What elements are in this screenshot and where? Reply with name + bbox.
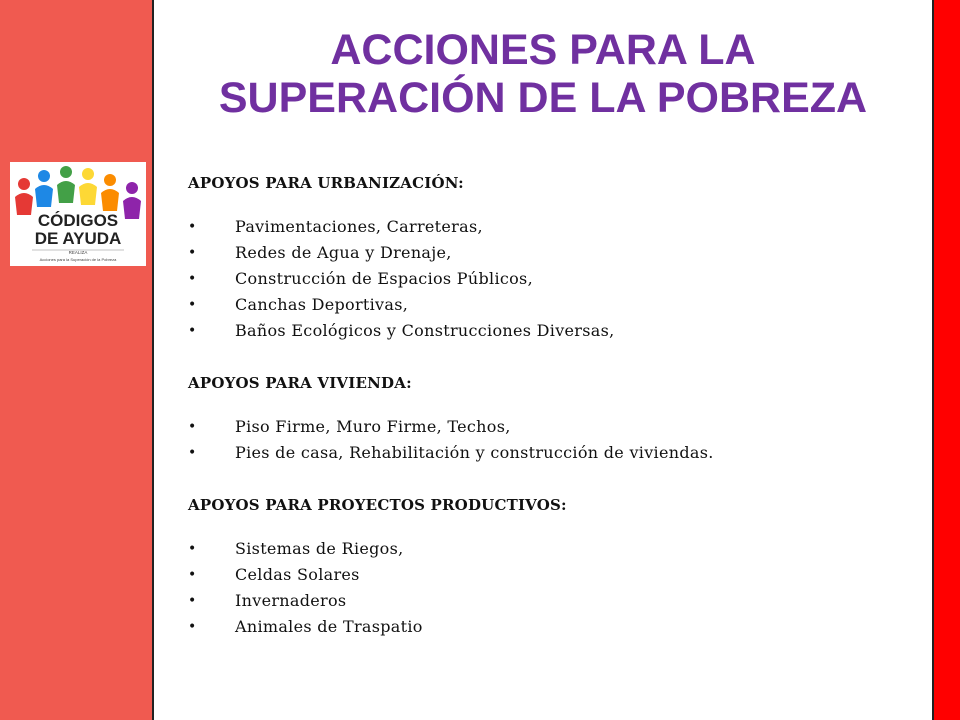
list-item: • Piso Firme, Muro Firme, Techos, <box>188 414 918 440</box>
logo-person-head <box>126 182 138 194</box>
bullet-icon: • <box>188 419 197 435</box>
list-item: • Sistemas de Riegos, <box>188 536 918 562</box>
logo-person-body <box>57 181 75 203</box>
logo-person-body <box>15 193 33 215</box>
bullet-icon: • <box>188 619 197 635</box>
list-item: • Invernaderos <box>188 588 918 614</box>
list-item: • Animales de Traspatio <box>188 614 918 640</box>
bullet-icon: • <box>188 271 197 287</box>
logo-person-head <box>38 170 50 182</box>
bullet-icon: • <box>188 245 197 261</box>
list-urbanizacion <box>188 214 918 344</box>
bullet-icon: • <box>188 593 197 609</box>
list-item: • Construcción de Espacios Públicos, <box>188 266 918 292</box>
list-item: • Pavimentaciones, Carreteras, <box>188 214 918 240</box>
content-body <box>188 170 918 640</box>
list-vivienda <box>188 414 918 466</box>
list-productivos <box>188 536 918 640</box>
logo-person-head <box>60 166 72 178</box>
logo-person-head <box>104 174 116 186</box>
logo-person-body <box>35 185 53 207</box>
section-heading-vivienda: APOYOS PARA VIVIENDA: <box>188 374 412 392</box>
bullet-icon: • <box>188 567 197 583</box>
right-color-band <box>934 0 960 720</box>
logo-realiza: REALIZA <box>68 250 88 255</box>
logo-person-body <box>101 189 119 211</box>
section-heading-urbanizacion: APOYOS PARA URBANIZACIÓN: <box>188 174 464 192</box>
logo-tagline: Acciones para la Superación de la Pobreza <box>39 257 117 262</box>
logo-person-body <box>79 183 97 205</box>
list-item: • Baños Ecológicos y Construcciones Diversas, <box>188 318 918 344</box>
bullet-icon: • <box>188 297 197 313</box>
section-heading-productivos: APOYOS PARA PROYECTOS PRODUCTIVOS: <box>188 496 567 514</box>
title-line-1: ACCIONES PARA LA <box>330 26 756 74</box>
logo-person-body <box>123 197 141 219</box>
logo-line2: DE AYUDA <box>34 229 122 248</box>
codigos-de-ayuda-logo <box>10 162 146 266</box>
bullet-icon: • <box>188 445 197 461</box>
left-color-band <box>0 0 152 720</box>
bullet-icon: • <box>188 219 197 235</box>
logo-people-icon <box>10 162 146 266</box>
logo-person-head <box>18 178 30 190</box>
title-line-2: SUPERACIÓN DE LA POBREZA <box>218 74 868 122</box>
list-item: • Pies de casa, Rehabilitación y construcción de viviendas. <box>188 440 918 466</box>
list-item: • Celdas Solares <box>188 562 918 588</box>
bullet-icon: • <box>188 323 197 339</box>
list-item: • Redes de Agua y Drenaje, <box>188 240 918 266</box>
list-item: • Canchas Deportivas, <box>188 292 918 318</box>
page-title <box>154 26 932 122</box>
logo-line1: CÓDIGOS <box>37 211 119 230</box>
bullet-icon: • <box>188 541 197 557</box>
logo-person-head <box>82 168 94 180</box>
